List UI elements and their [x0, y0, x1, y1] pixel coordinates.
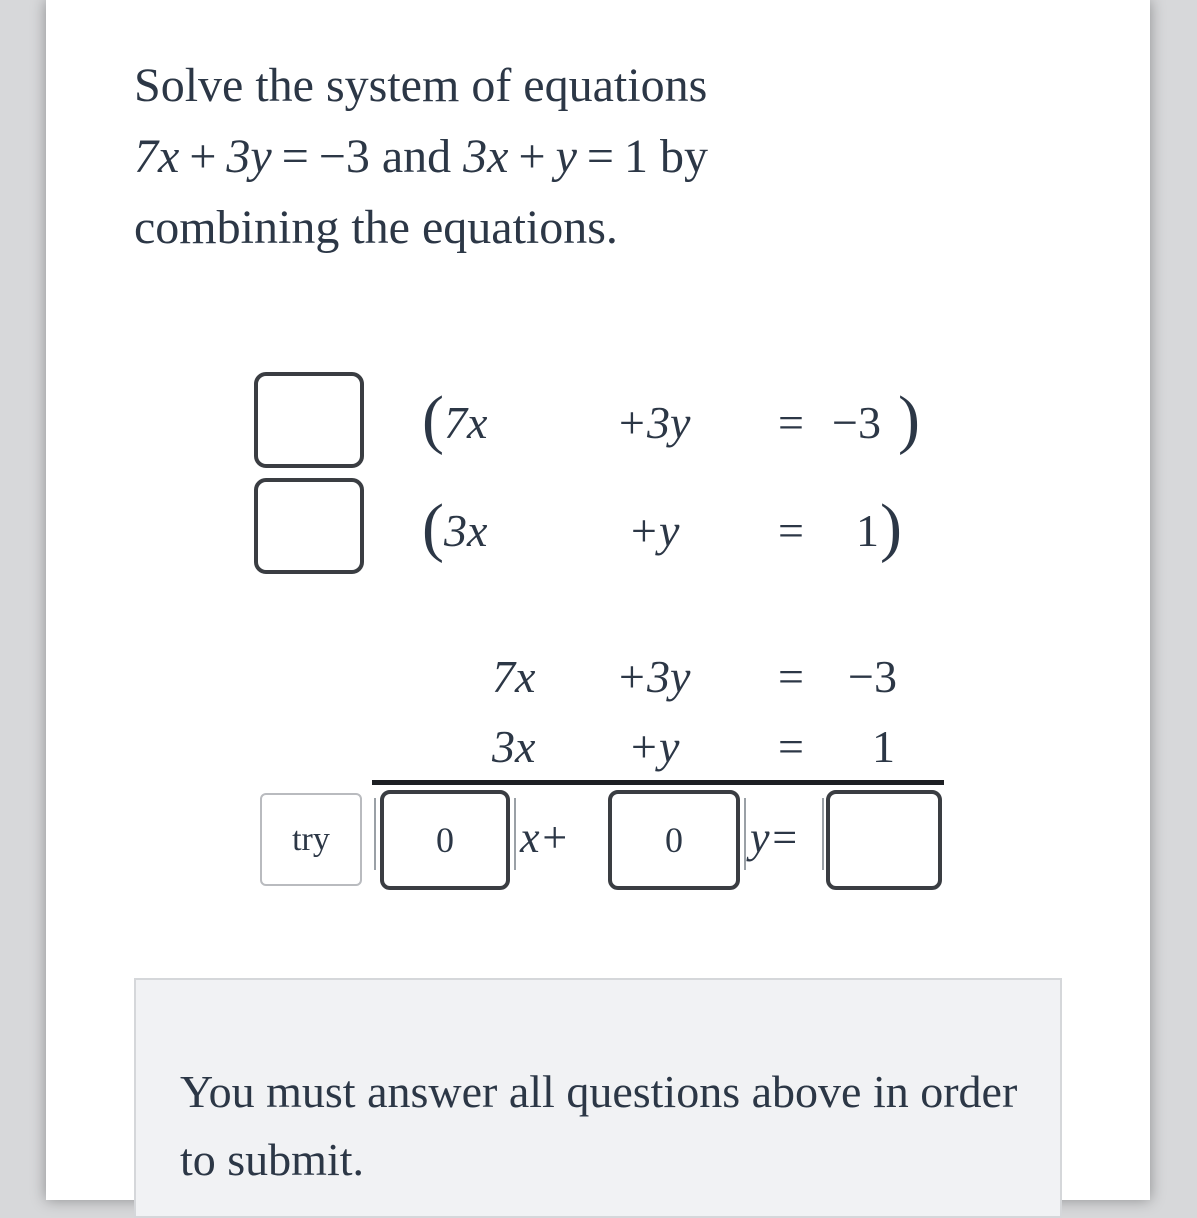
- constant-input[interactable]: [826, 790, 942, 890]
- prompt-line-2: [134, 121, 1034, 192]
- equation-1: 7x + 3y = −3: [134, 130, 370, 183]
- try-button[interactable]: try: [260, 793, 362, 886]
- x-variable-label: x+: [520, 813, 570, 862]
- prompt-line-3: combining the equations.: [134, 201, 618, 254]
- question-prompt: [134, 50, 1034, 263]
- separator-x: [514, 798, 516, 870]
- separator-left: [374, 798, 376, 870]
- separator-y: [744, 798, 746, 870]
- submit-notice-text: You must answer all questions above in order to submit.: [180, 1066, 1018, 1185]
- x-coefficient-input[interactable]: 0: [380, 790, 510, 890]
- equation-2: 3x + y = 1: [463, 130, 648, 183]
- connector-and: and: [381, 130, 452, 183]
- question-card: Solve the system of equations 7x + 3y = −3 and 3x + y = 1 by combining the equations. ( 7x +3y = −3 ) ( 3x +y = 1 ) 7x +3y = −3 3x +y = 1 try 0 x+ 0 y= You must answer all questions above in order to submit.: [46, 0, 1150, 1200]
- multiplier-input-1[interactable]: [254, 372, 364, 468]
- separator-eq: [822, 798, 824, 870]
- submit-notice: [134, 978, 1062, 1218]
- connector-by: by: [659, 130, 708, 183]
- sum-divider-line: [372, 780, 944, 785]
- multiplier-input-2[interactable]: [254, 478, 364, 574]
- prompt-line-1: Solve the system of equations: [134, 59, 708, 112]
- y-variable-label: y=: [750, 813, 800, 862]
- y-coefficient-input[interactable]: 0: [608, 790, 740, 890]
